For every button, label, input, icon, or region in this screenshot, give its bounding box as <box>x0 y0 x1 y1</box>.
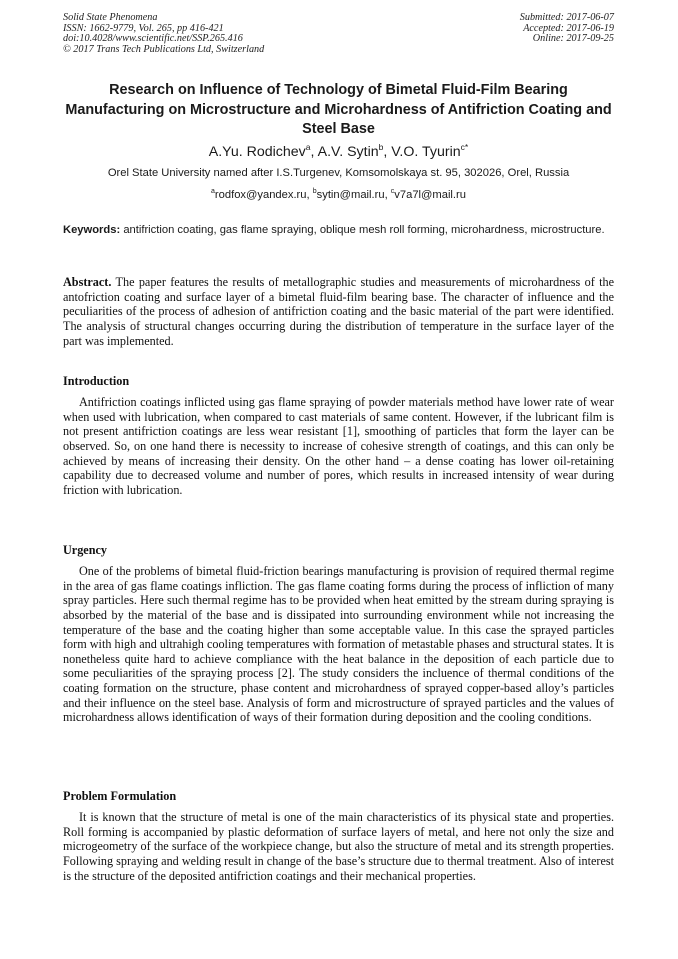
accepted-date: Accepted: 2017-06-19 <box>523 22 614 34</box>
email-mark: b <box>312 188 317 195</box>
author-name: A.Yu. Rodichev <box>208 144 306 160</box>
section-heading-problem-formulation: Problem Formulation <box>63 789 177 803</box>
author-separator: , <box>383 144 392 160</box>
section-heading-urgency: Urgency <box>63 543 107 557</box>
submission-dates <box>520 13 614 45</box>
submitted-date: Submitted: 2017-06-07 <box>519 12 614 23</box>
email-separator: , <box>384 189 391 201</box>
email-address: v7a7l@mail.ru <box>394 189 466 201</box>
author-mark: b <box>378 142 384 152</box>
issn-line: ISSN: 1662-9779, Vol. 265, pp 416-421 <box>63 22 224 34</box>
affiliation: Orel State University named after I.S.Turgenev, Komsomolskaya st. 95, 302026, Orel, Russia <box>107 167 570 179</box>
copyright-line: © 2017 Trans Tech Publications Ltd, Switzerland <box>63 43 265 55</box>
author-separator: , <box>310 144 318 160</box>
author-name: A.V. Sytin <box>317 144 379 160</box>
section-heading-introduction: Introduction <box>63 374 130 388</box>
abstract-text: The paper features the results of metallographic studies and measurements of microhardness of the antofriction coating and surface layer of a bimetal fluid-film bearing base. The character of influence and the peculiarities of the process of adhesion of antifriction coating and the basic material of the part were identified. The analysis of structural changes occurring during the distribution of temperature in the surface layer of the part was implemented. <box>63 275 614 348</box>
email-address: sytin@mail.ru <box>316 189 385 201</box>
email-mark: c <box>390 188 395 195</box>
email-separator: , <box>306 189 313 201</box>
journal-name: Solid State Phenomena <box>63 12 158 23</box>
email-mark: a <box>211 188 215 195</box>
email-address: rodfox@yandex.ru <box>214 189 307 201</box>
keywords-text: antifriction coating, gas flame spraying, oblique mesh roll forming, microhardness, microstructure. <box>123 224 605 236</box>
keywords-label: Keywords: <box>63 224 121 236</box>
journal-info <box>63 13 264 55</box>
problem-formulation-paragraph: It is known that the structure of metal is one of the main characteristics of its physical state and properties. Roll forming is accompanied by plastic deformation of surface layers of metal, and here not only the size and microgeometry of the surface of the workpiece change, but also the structure of metal and its strength properties. Following spraying and welding result in change of the base’s structure due to thermal treatment. Also of interest is the structure of the deposited antifriction coatings and their mechanical properties. <box>63 810 615 883</box>
introduction-paragraph: Antifriction coatings inflicted using gas flame spraying of powder materials method have lower rate of wear when used with lubrication, when compared to cast materials of same content. However, if the lubricant film is not present antifriction coatings are less wear resistant [1], smoothing of particles that form the layer can be observed. So, on one hand there is necessity to increase of cohesive strength of coatings, and this can only be achieved by means of increasing their density. On the other hand – a dense coating has lower oil-retaining capability due to decreased volume and number of pores, which results in increased intensity of wear during friction with lubrication. <box>63 395 614 497</box>
email-list <box>63 188 614 202</box>
abstract-block <box>63 275 614 348</box>
author-mark: c* <box>460 142 469 152</box>
urgency-paragraph: One of the problems of bimetal fluid-friction bearings manufacturing is provision of required thermal regime in the area of gas flame coatings infliction. The gas flame coating forms during the process of infliction of many spray particles. Here such thermal regime has to be provided when heat emitted by the stream during spraying is absorbed by the material of the base and is dissipated into surrounding environment while not increasing the temperature of the base and the coating higher than some acceptable value. In this case the sprayed particles form with high and ultrahigh cooling temperatures with formation of metastable phases and structural states. It is nonetheless quite hard to achieve compliance with the heat balance in the deposition of each particle due to some peculiarities of the spraying process [2]. The study considers the incluence of thermal conditions of the coating formation on the structure, phase content and microhardness of sprayed copper-based alloy’s particles and their influence on the steel base. Analysis of form and microstructure of sprayed particles and the values of microhardness allows identification of ways of their formation during deposition and the cooling conditions. <box>63 564 614 725</box>
online-date: Online: 2017-09-25 <box>532 33 614 45</box>
author-list <box>63 142 614 162</box>
abstract-label: Abstract. <box>63 275 112 289</box>
keywords-block <box>63 223 614 237</box>
author-name: V.O. Tyurin <box>391 144 461 160</box>
author-mark: a <box>305 142 311 152</box>
paper-title: Research on Influence of Technology of Bimetal Fluid-Film Bearing Manufacturing on Microstructure and Microhardness of Antifriction Coating and Steel Base <box>65 82 612 138</box>
doi-line: doi:10.4028/www.scientific.net/SSP.265.416 <box>63 33 243 45</box>
